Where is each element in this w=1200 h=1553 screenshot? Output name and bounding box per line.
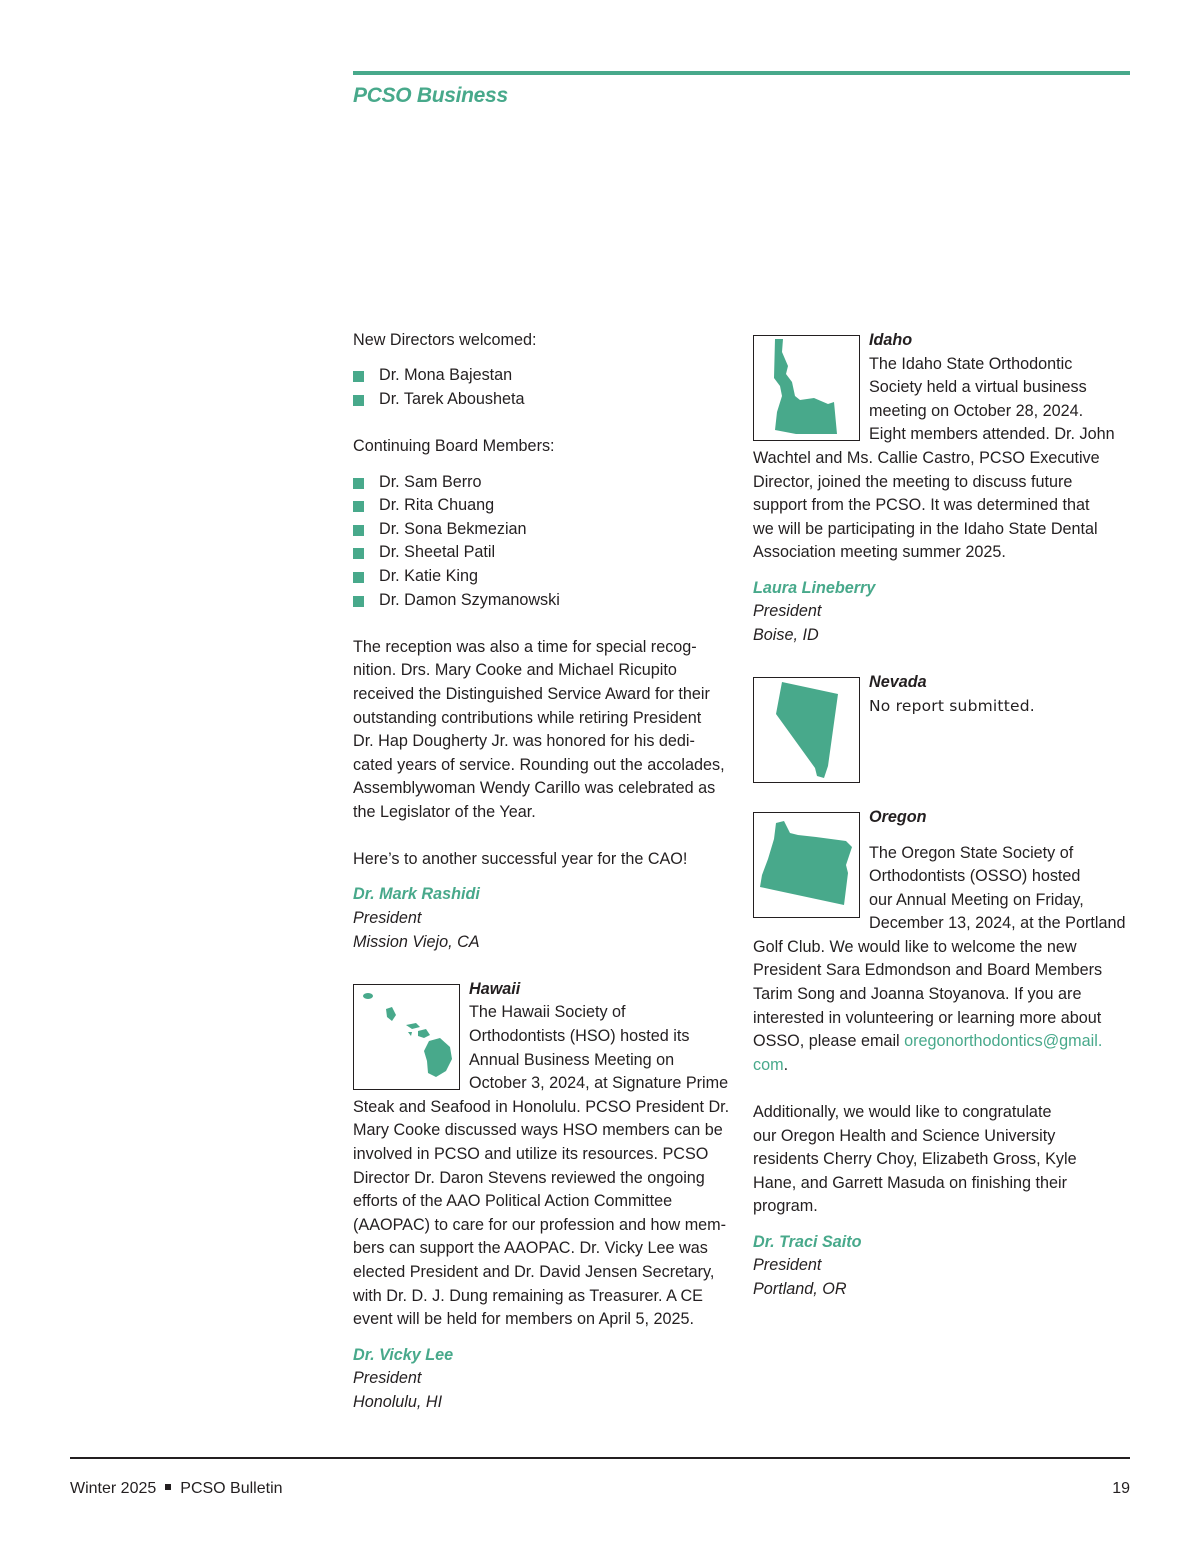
square-bullet-icon [353, 525, 364, 536]
nevada-heading: Nevada [869, 673, 927, 692]
signature-name: Dr. Vicky Lee [353, 1345, 454, 1364]
list-item: Dr. Sona Bekmezian [353, 518, 733, 542]
signature-block [753, 1231, 1133, 1302]
signature-location: Portland, OR [753, 1279, 847, 1298]
list-item: Dr. Katie King [353, 565, 733, 589]
footer-publication [70, 1480, 283, 1498]
square-bullet-icon [353, 572, 364, 583]
hawaii-report: Hawaii The Hawaii Society of Orthodontists (HSO) hosted its Annual Business Meeting on October 3, 2024, at Signature Prime Steak and Seafood in Honolulu. PCSO President Dr. Mary Cooke discussed ways HSO members can be involved in PCSO and utilize its resources. PCSO Director Dr. Daron Stevens reviewed the ongoing efforts of the AAO Political Action Committee (AAOPAC) to care for our profession and how mem- bers can support the AAOPAC. Dr. Vicky Lee was elected President and Dr. David Jensen Secretary, with Dr. D. J. Dung remaining as Treasurer. A CE event will be held for members on April 5, 2025. [353, 978, 733, 1332]
signature-location: Mission Viejo, CA [353, 932, 480, 951]
nevada-map-icon [753, 677, 860, 783]
signature-block [353, 883, 733, 954]
list-item: Dr. Rita Chuang [353, 494, 733, 518]
section-title: PCSO Business [353, 84, 508, 107]
list-item: Dr. Sam Berro [353, 471, 733, 495]
new-directors-list [353, 364, 733, 411]
signature-name: Dr. Mark Rashidi [353, 885, 480, 904]
email-link[interactable]: com [753, 1055, 784, 1074]
signature-block [753, 577, 1133, 648]
square-bullet-icon [353, 548, 364, 559]
closing-line: Here’s to another successful year for the CAO! [353, 850, 688, 869]
list-item: Dr. Mona Bajestan [353, 364, 733, 388]
signature-location: Boise, ID [753, 625, 819, 644]
oregon-heading: Oregon [869, 808, 927, 827]
signature-title: President [753, 602, 822, 621]
square-bullet-icon [353, 596, 364, 607]
hawaii-map-icon [353, 984, 460, 1090]
signature-block [353, 1344, 733, 1415]
square-bullet-icon [353, 501, 364, 512]
signature-location: Honolulu, HI [353, 1392, 443, 1411]
signature-name: Dr. Traci Saito [753, 1232, 862, 1251]
list-item: Dr. Sheetal Patil [353, 541, 733, 565]
right-column [753, 329, 1133, 1302]
oregon-map-icon [753, 812, 860, 918]
header-rule [353, 71, 1130, 75]
footer-season: Winter 2025 [70, 1480, 157, 1497]
left-column [353, 329, 733, 1414]
email-link[interactable]: oregonorthodontics@gmail. [904, 1032, 1103, 1051]
nevada-text: No report submitted. [869, 696, 1035, 715]
idaho-heading: Idaho [869, 331, 913, 349]
signature-title: President [353, 909, 422, 928]
square-bullet-icon [353, 395, 364, 406]
signature-title: President [353, 1369, 422, 1388]
square-bullet-icon [353, 478, 364, 489]
idaho-map-icon [753, 335, 860, 441]
footer-title: PCSO Bulletin [180, 1480, 283, 1497]
list-item: Dr. Damon Szymanowski [353, 589, 733, 613]
page-number: 19 [1112, 1480, 1130, 1497]
signature-name: Laura Lineberry [753, 578, 876, 597]
footer-rule [70, 1457, 1130, 1459]
continuing-heading: Continuing Board Members: [353, 437, 555, 456]
reception-paragraph: The reception was also a time for special recog- nition. Drs. Mary Cooke and Michael Ricupito received the Distinguished Service Award for their outstanding contributions while retiring President Dr. Hap Dougherty Jr. was honored for his dedi- cated years of service. Rounding out the accolades, Assemblywoman Wendy Carillo was celebrated as the Legislator of the Year. [353, 637, 725, 821]
idaho-report: Idaho The Idaho State Orthodontic Society held a virtual business meeting on October 28, 2024. Eight members attended. Dr. John Wachtel and Ms. Callie Castro, PCSO Executive Director, joined the meeting to discuss future support from the PCSO. It was determined that we will be participating in the Idaho State Dental Association meeting summer 2025. [753, 329, 1133, 565]
list-item: Dr. Tarek Abousheta [353, 388, 733, 412]
nevada-report [753, 671, 1133, 787]
oregon-report: Oregon The Oregon State Society of Orthodontists (OSSO) hosted our Annual Meeting on Friday, December 13, 2024, at the Portland Golf Club. We would like to welcome the new President Sara Edmondson and Board Members Tarim Song and Joanna Stoyanova. If you are interested in volunteering or learning more about OSSO, please email oregonorthodontics@gmail. com. Additionally, we would like to congratulate our Oregon Health and Science University residents Cherry Choy, Elizabeth Gross, Kyle Hane, and Garrett Masuda on finishing their program. [753, 806, 1133, 1219]
signature-title: President [753, 1256, 822, 1275]
hawaii-heading: Hawaii [469, 979, 521, 998]
continuing-members-list [353, 471, 733, 613]
square-bullet-icon [353, 371, 364, 382]
new-directors-heading: New Directors welcomed: [353, 331, 537, 349]
square-separator-icon [165, 1484, 171, 1490]
